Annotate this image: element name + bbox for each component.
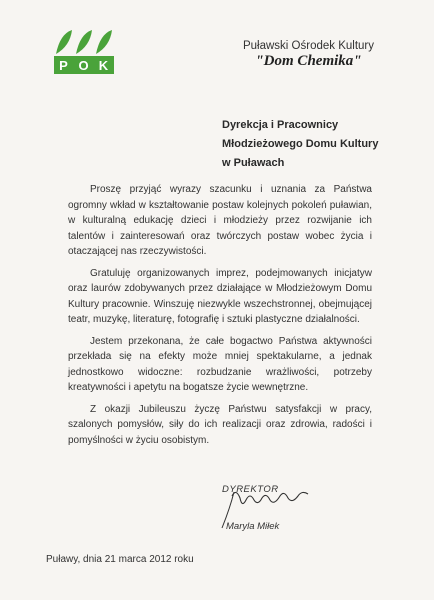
signatory-name: Maryla Miłek: [226, 521, 280, 532]
logo-letter: P: [59, 57, 69, 73]
body-paragraph: Jestem przekonana, że całe bogactwo Państwa aktywności przekłada się na efekty może mniej spektakularne, a jednak jednostkowo widoczne: rozbudzanie wrażliwości, potrzeby kreatywności i apetytu na bogatsze życie wewnętrzne.: [68, 335, 372, 393]
signatory-title: DYREKTOR: [222, 484, 279, 495]
letter-date: Puławy, dnia 21 marca 2012 roku: [46, 554, 194, 565]
body-paragraph: Proszę przyjąć wyrazy szacunku i uznania za Państwa ogromny wkład w kształtowanie postaw kolejnych pokoleń puławian, w kulturalną edukację dzieci i młodzieży przez rozwijanie ich talentów i zainteresowań oraz twórczych postaw wobec życia i otaczającej nas rzeczywistości.: [68, 184, 372, 257]
letter-body: [68, 182, 372, 454]
addressee-line: Dyrekcja i Pracownicy: [222, 119, 339, 131]
letterhead: [243, 40, 374, 70]
pok-logo: [54, 28, 114, 76]
organization-name: Puławski Ośrodek Kultury: [242, 40, 374, 52]
body-paragraph: Gratuluję organizowanych imprez, podejmowanych inicjatyw oraz laurów zdobywanych przez działające w Młodzieżowym Domu Kultury pracownie. Winszuję niezwykle wszechstronnej, obejmującej teatr, muzykę, literaturę, fotografię i sztuki plastyczne działalności.: [68, 267, 372, 325]
logo-letter: K: [98, 57, 110, 73]
logo-letter: O: [78, 57, 90, 73]
logo-lettering: [54, 56, 114, 74]
addressee-line: w Puławach: [222, 157, 285, 169]
body-paragraph: Z okazji Jubileuszu życzę Państwu satysfakcji w pracy, szalonych pomysłów, siły do ich realizacji oraz zdrowia, radości i pomyślności w życiu osobistym.: [68, 403, 372, 446]
addressee-line: Młodzieżowego Domu Kultury: [222, 138, 379, 150]
addressee-block: [222, 116, 378, 173]
leaf-logo-icon: [54, 28, 114, 58]
institution-name: "Dom Chemika": [255, 53, 362, 69]
